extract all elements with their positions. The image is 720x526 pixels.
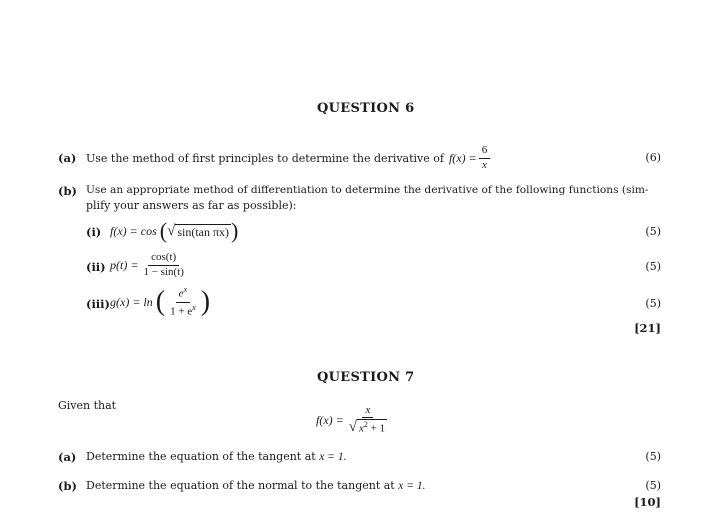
q6-a-expression [449, 145, 492, 171]
q7-a-marks: (5) [645, 450, 661, 463]
q6-b-ii-label: (ii) [86, 260, 106, 274]
q6-b-iii-expression: g(x) = ln ( $\frac{e^x}{1 + e^x}$ ) [110, 285, 211, 318]
q6-b-iii-numerator: $e^x$ [176, 286, 190, 302]
q7-b-condition: x = 1. [398, 480, 426, 492]
q7-b-label: (b) [58, 479, 77, 493]
q7-a-text [86, 450, 346, 463]
q6-b-iii-marks: (5) [645, 297, 661, 310]
q6-b-ii-numerator: cos(t) [148, 252, 179, 266]
q7-b-text [86, 479, 425, 492]
q7-total-marks: [10] [634, 495, 661, 509]
q7-b-marks: (5) [645, 479, 661, 492]
q6-b-i-label: (i) [86, 225, 102, 239]
q7-a-label: (a) [58, 450, 77, 464]
q6-a-expr-lhs: f(x) = [448, 150, 477, 165]
q6-b-i-expression: f(x) = cos ( √ sin(tan πx) ) [110, 218, 239, 243]
q7-eq-lhs: f(x) = [316, 412, 344, 427]
q6-b-i-inner: sin(tan πx) [177, 224, 230, 239]
q6-total-marks: [21] [634, 321, 661, 335]
q6-b-ii-marks: (5) [645, 260, 661, 273]
q6-b-iii-denominator: $1 + e^x$ [170, 302, 196, 318]
q7-eq-denominator: √ $x^2 + 1$ [348, 419, 386, 436]
q7-function-equation [316, 403, 392, 437]
q6-b-iii-fraction [167, 286, 199, 317]
q6-b-ii-expression [110, 250, 189, 280]
q6-b-iii-lhs: g(x) = ln [110, 294, 153, 309]
question-6-title: QUESTION 6 [317, 101, 415, 116]
q6-b-i-sqrt: √ sin(tan πx) [167, 222, 230, 239]
q6-b-iii-label: (iii) [86, 297, 110, 311]
q6-b-ii-lhs: p(t) = [110, 257, 139, 272]
q6-b-ii-denominator: 1 − sin(t) [143, 265, 184, 278]
q6-a-numerator: 6 [479, 145, 491, 159]
question-7-title: QUESTION 7 [317, 370, 415, 385]
q6-a-instruction: Use the method of first principles to determine the derivative of [86, 151, 444, 165]
q7-a-condition: x = 1. [319, 451, 347, 463]
q7-b-instruction: Determine the equation of the normal to the tangent at [86, 479, 395, 492]
q6-b-ii-fraction [140, 252, 186, 278]
q6-a-text [86, 143, 492, 171]
q6-a-fraction [479, 145, 491, 171]
q6-a-label: (a) [58, 151, 77, 165]
q6-b-i-lhs: f(x) = cos [110, 223, 157, 238]
q6-b-i-marks: (5) [645, 225, 661, 238]
q7-eq-fraction [346, 405, 390, 436]
q6-b-line2: plify your answers as far as possible): [86, 199, 297, 212]
q6-b-line1: Use an appropriate method of differentiation to determine the derivative of the following functions (sim- [86, 184, 649, 196]
q7-given-text: Given that [58, 399, 117, 412]
q6-a-denominator: x [482, 158, 487, 171]
q7-eq-numerator: x [362, 405, 373, 419]
q7-a-instruction: Determine the equation of the tangent at [86, 450, 316, 463]
q6-b-label: (b) [58, 184, 77, 198]
q6-a-marks: (6) [645, 151, 661, 164]
